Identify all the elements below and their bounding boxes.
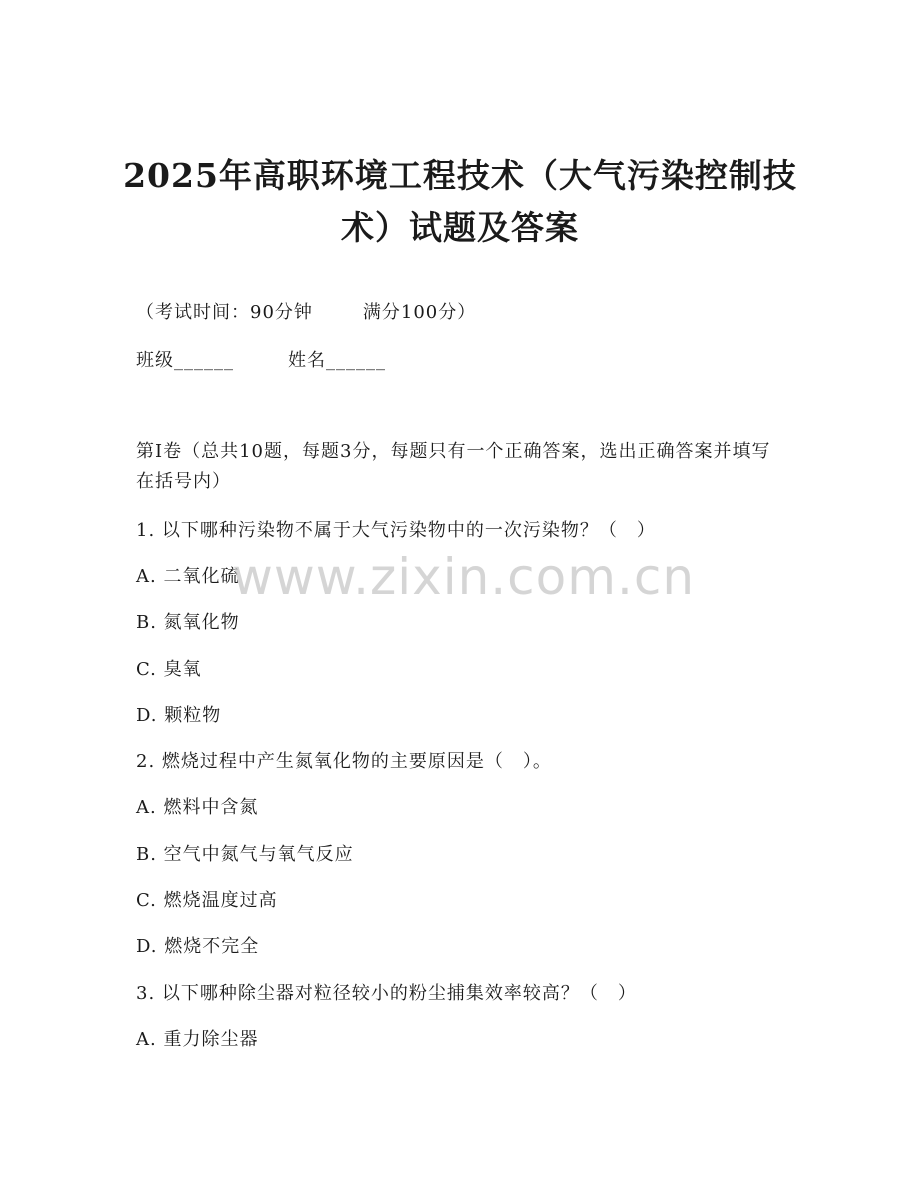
section-intro: 第Ⅰ卷（总共10题，每题3分，每题只有一个正确答案，选出正确答案并填写在括号内） — [136, 441, 771, 492]
question-option: B. 空气中氮气与氧气反应 — [136, 844, 354, 865]
question-option: A. 燃料中含氮 — [136, 797, 259, 818]
question-option: D. 颗粒物 — [136, 705, 222, 726]
document-title: 2025年高职环境工程技术（大气污染控制技术）试题及答案 — [123, 156, 797, 247]
question-option: C. 燃烧温度过高 — [136, 890, 278, 911]
exam-time: （考试时间：90分钟 — [136, 302, 313, 323]
question-option: A. 二氧化硫 — [136, 566, 240, 587]
exam-score: 满分100分） — [362, 302, 477, 323]
question-stem: 1. 以下哪种污染物不属于大气污染物中的一次污染物？（ ） — [136, 520, 656, 541]
question-option: A. 重力除尘器 — [136, 1029, 259, 1050]
name-field-label: 姓名______ — [288, 350, 386, 371]
question-option: B. 氮氧化物 — [136, 612, 240, 633]
exam-info — [136, 300, 476, 326]
class-field-label: 班级______ — [136, 350, 234, 371]
question-option: C. 臭氧 — [136, 659, 202, 680]
watermark: www.zixin.com.cn — [232, 548, 696, 606]
question-stem: 2. 燃烧过程中产生氮氧化物的主要原因是（ ）。 — [136, 751, 552, 772]
question-stem: 3. 以下哪种除尘器对粒径较小的粉尘捕集效率较高？（ ） — [136, 983, 637, 1004]
student-info — [136, 348, 386, 374]
question-option: D. 燃烧不完全 — [136, 936, 260, 957]
